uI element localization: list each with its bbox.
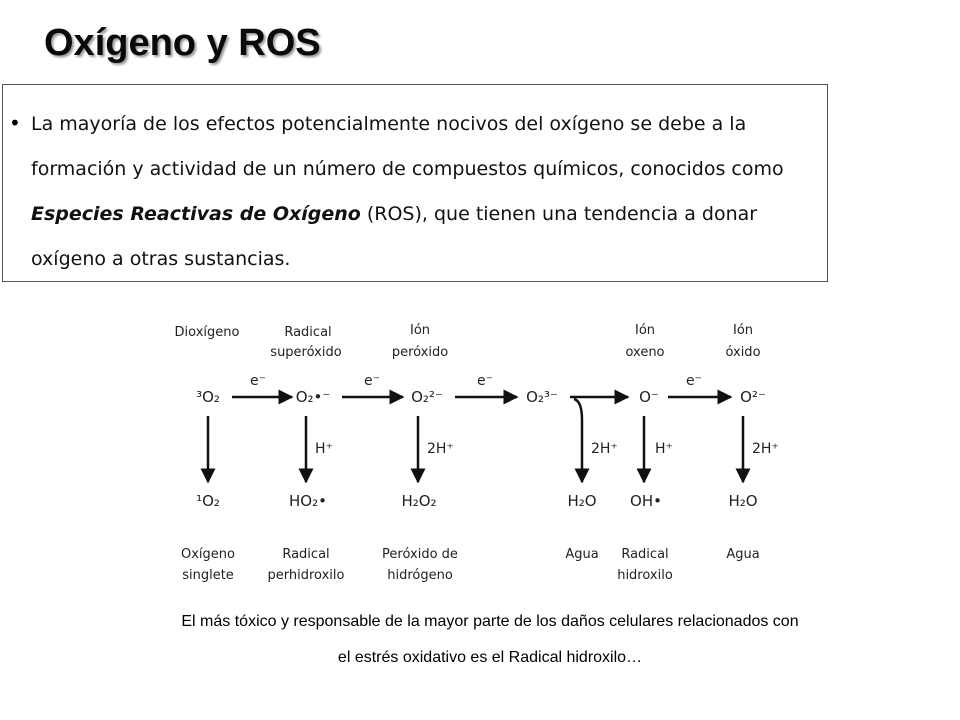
species-peroxide: O₂²⁻ [411, 388, 443, 406]
proton-label-water-b: 2H⁺ [752, 441, 779, 457]
proton-label-ho2: H⁺ [315, 441, 333, 457]
label-oxido-line1: Ión [732, 323, 754, 338]
label-oxido-line2: óxido [725, 345, 761, 360]
label-superoxido-line1: Radical [284, 325, 332, 340]
species-oxide: O²⁻ [740, 388, 766, 406]
label-agua-a: Agua [565, 547, 599, 562]
bullet-marker: • [9, 111, 21, 135]
species-superoxide: O₂•⁻ [295, 388, 331, 406]
label-peroxido-h-line2: hidrógeno [387, 568, 453, 583]
label-peroxido-line1: Ión [409, 323, 431, 338]
label-singlet-line2: singlete [182, 568, 234, 583]
electron-label-4: e⁻ [685, 373, 703, 389]
label-dioxigeno: Dioxígeno [174, 325, 240, 340]
label-peroxido-h-line1: Peróxido de [382, 547, 458, 562]
product-h2o2: H₂O₂ [401, 492, 437, 510]
species-triplet-oxygen: ³O₂ [196, 388, 220, 406]
proton-label-oh: H⁺ [655, 441, 673, 457]
label-perhidroxilo-line2: perhidroxilo [267, 568, 345, 583]
label-hidroxilo-line2: hidroxilo [617, 568, 673, 583]
electron-label-2: e⁻ [363, 373, 381, 389]
species-o2-3minus: O₂³⁻ [526, 388, 558, 406]
label-perhidroxilo-line1: Radical [282, 547, 330, 562]
proton-label-h2o2: 2H⁺ [427, 441, 454, 457]
bullet-text-part1: La mayoría de los efectos potencialmente nocivos del oxígeno se debe a la formación y actividad de un número de compuestos químicos, conocidos como [31, 113, 784, 180]
label-superoxido-line2: superóxido [270, 345, 342, 360]
caption [60, 604, 920, 676]
bullet-emphasis: Especies Reactivas de Oxígeno [31, 203, 361, 225]
label-singlet-line1: Oxígeno [181, 547, 235, 562]
product-water-a: H₂O [567, 492, 597, 510]
arrow-down-water-a [574, 399, 582, 482]
species-oxene: O⁻ [639, 388, 659, 406]
page-title: Oxígeno y ROS [44, 22, 321, 64]
label-oxeno-line1: Ión [634, 323, 656, 338]
bullet-text-part2: (ROS), que tienen una tendencia a donar oxígeno a otras sustancias. [31, 203, 758, 270]
caption-line1: El más tóxico y responsable de la mayor parte de los daños celulares relacionados con [181, 613, 799, 630]
product-hydroxyl: OH• [630, 492, 662, 510]
label-hidroxilo-line1: Radical [621, 547, 669, 562]
product-water-b: H₂O [728, 492, 758, 510]
electron-label-1: e⁻ [249, 373, 267, 389]
label-oxeno-line2: oxeno [625, 345, 665, 360]
product-singlet-oxygen: ¹O₂ [196, 492, 220, 510]
caption-line2: el estrés oxidativo es el Radical hidroxilo… [337, 649, 643, 666]
label-agua-b: Agua [726, 547, 760, 562]
electron-label-3: e⁻ [476, 373, 494, 389]
label-peroxido-line2: peróxido [391, 345, 449, 360]
product-ho2: HO₂• [289, 492, 327, 510]
proton-label-water-a: 2H⁺ [591, 441, 618, 457]
